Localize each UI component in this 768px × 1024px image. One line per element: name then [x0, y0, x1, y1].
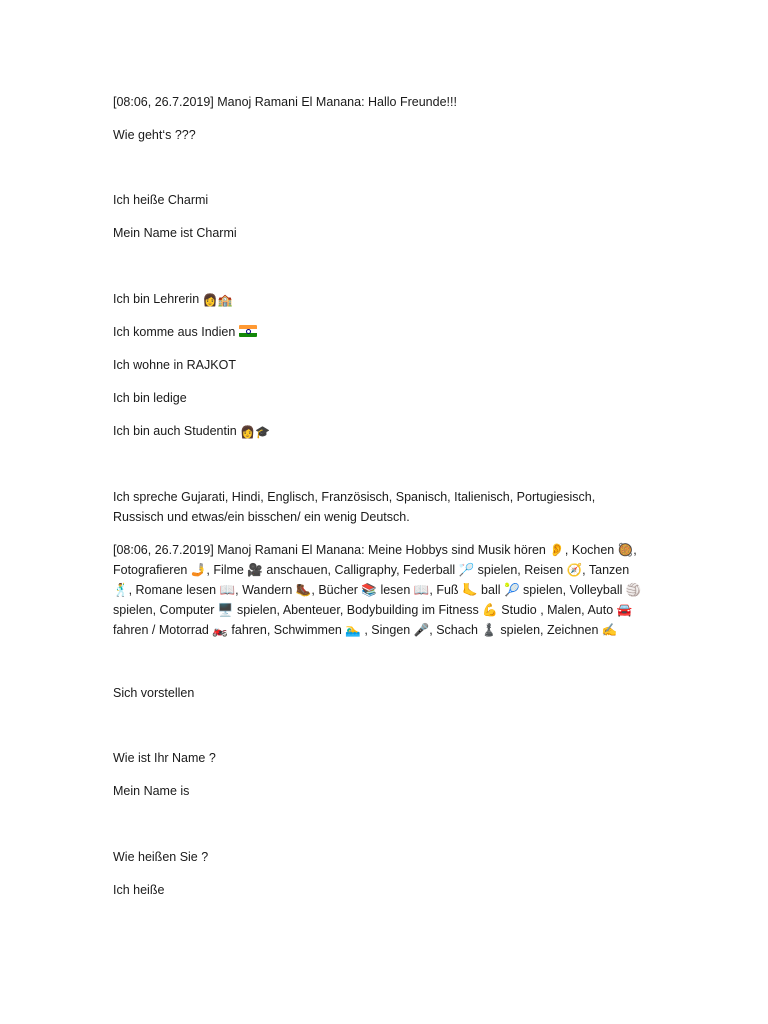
teacher-emoji-icon: 👩🏫: [202, 293, 233, 307]
residence-line: Ich wohne in RAJKOT: [113, 358, 236, 372]
name-line-2: Mein Name ist Charmi: [113, 226, 237, 240]
languages-paragraph: Ich spreche Gujarati, Hindi, Englisch, Französisch, Spanisch, Italienisch, Portugiesisch, Russisch und etwas/ein bisschen/ ein wenig Deutsch.: [113, 490, 596, 524]
chat-header-line: [08:06, 26.7.2019] Manoj Ramani El Manana: Hallo Freunde!!!: [113, 95, 457, 109]
hobbies-paragraph: [08:06, 26.7.2019] Manoj Ramani El Manana: Meine Hobbys sind Musik hören 👂, Kochen 🥘, Fotografieren 🤳, Filme 🎥 anschauen, Calligraphy, Federball 🏸 spielen, Reisen 🧭, Tanzen 🕺, Romane lesen 📖, Wandern 🥾, Bücher 📚 lesen 📖, Fuß 🦶 ball 🎾 spielen, Volleyball 🏐 spielen, Computer 🖥️ spielen, Abenteuer, Bodybuilding im Fitness 💪 Studio , Malen, Auto 🚘 fahren / Motorrad 🏍️ fahren, Schwimmen 🏊‍♂️ , Singen 🎤, Schach ♟️ spielen, Zeichnen ✍️: [113, 543, 642, 637]
answer-called: Ich heiße: [113, 883, 165, 897]
greeting-question: Wie geht‘s ???: [113, 128, 196, 142]
student-emoji-icon: 👩🎓: [240, 425, 271, 439]
name-line-1: Ich heiße Charmi: [113, 193, 209, 207]
marital-status-line: Ich bin ledige: [113, 391, 187, 405]
profession-line: [113, 292, 653, 308]
question-called: Wie heißen Sie ?: [113, 850, 209, 864]
student-text: Ich bin auch Studentin: [113, 424, 237, 438]
origin-text: Ich komme aus Indien: [113, 325, 236, 339]
india-flag-icon: [239, 325, 257, 337]
question-name: Wie ist Ihr Name ?: [113, 751, 216, 765]
answer-name: Mein Name is: [113, 784, 190, 798]
section-heading: Sich vorstellen: [113, 686, 195, 700]
profession-text: Ich bin Lehrerin: [113, 292, 200, 306]
student-line: [113, 424, 653, 440]
origin-line: [113, 325, 653, 340]
